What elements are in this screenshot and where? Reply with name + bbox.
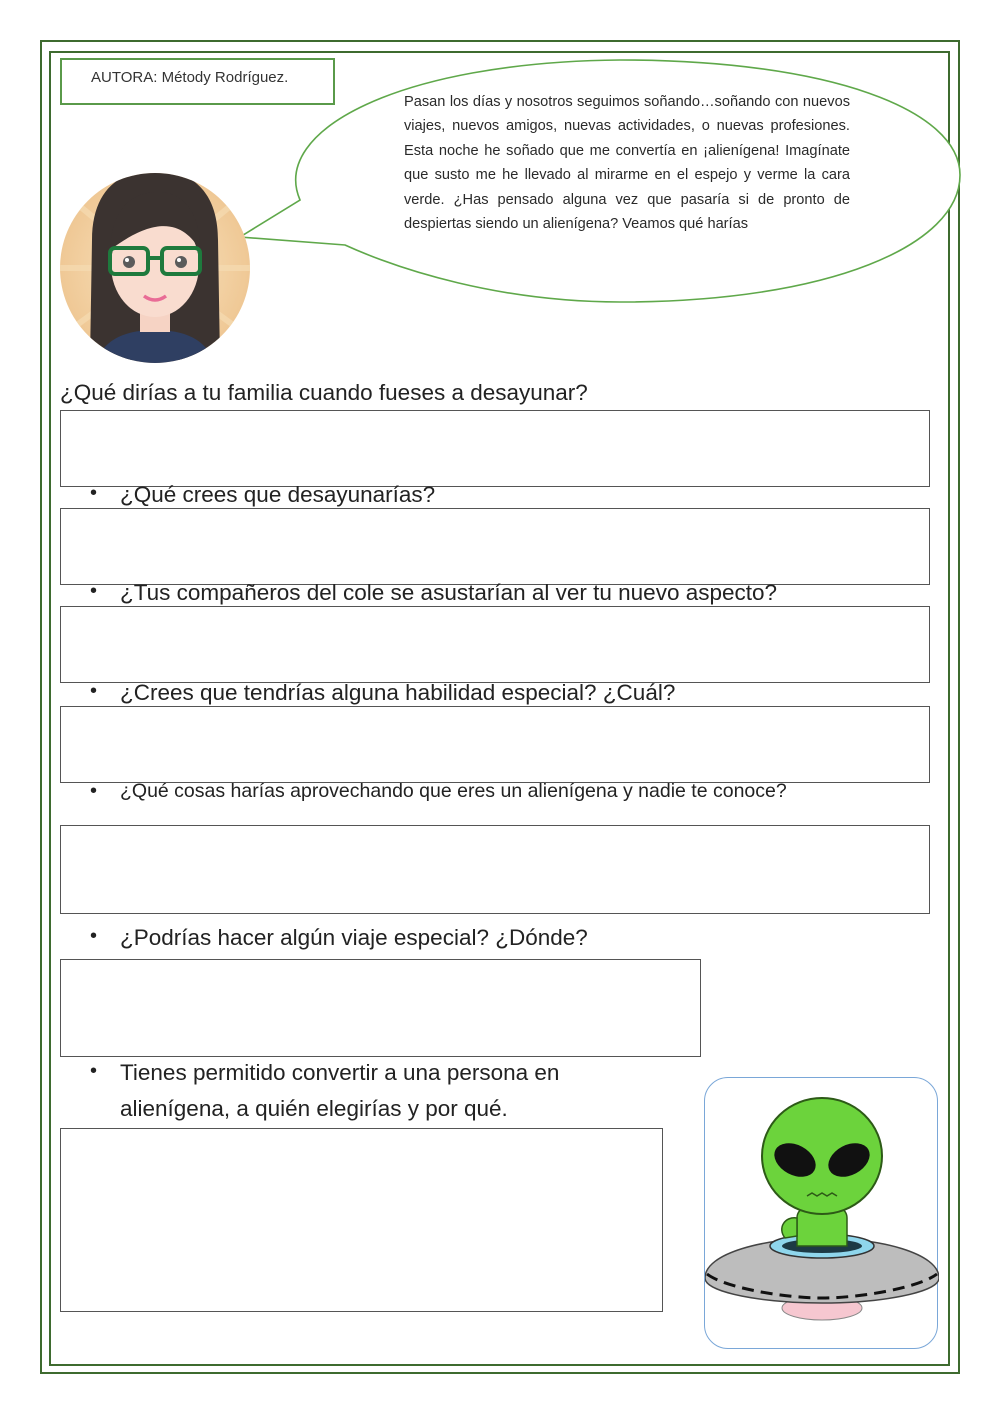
answer-box-3[interactable] bbox=[60, 606, 930, 683]
question-text: ¿Tus compañeros del cole se asustarían al ver tu nuevo aspecto? bbox=[120, 580, 778, 605]
bullet-icon: • bbox=[90, 580, 98, 602]
avatar bbox=[60, 170, 250, 368]
question-text: ¿Qué crees que desayunarías? bbox=[120, 482, 436, 507]
answer-box-7[interactable] bbox=[60, 1128, 663, 1312]
bullet-icon: • bbox=[90, 482, 98, 504]
bullet-icon: • bbox=[90, 680, 98, 702]
answer-box-4[interactable] bbox=[60, 706, 930, 783]
question-text: ¿Crees que tendrías alguna habilidad especial? ¿Cuál? bbox=[120, 680, 676, 705]
alien-illustration-card bbox=[704, 1077, 938, 1349]
answer-box-2[interactable] bbox=[60, 508, 930, 585]
bullet-icon: • bbox=[90, 780, 98, 802]
answer-box-1[interactable] bbox=[60, 410, 930, 487]
question-text: ¿Podrías hacer algún viaje especial? ¿Dónde? bbox=[120, 925, 588, 950]
bullet-icon: • bbox=[90, 925, 98, 947]
question-family-breakfast: ¿Qué dirías a tu familia cuando fueses a desayunar? bbox=[60, 380, 588, 405]
question-text-line2: alienígena, a quién elegirías y por qué. bbox=[120, 1096, 508, 1121]
answer-box-5[interactable] bbox=[60, 825, 930, 914]
bullet-icon: • bbox=[90, 1060, 98, 1082]
answer-box-6[interactable] bbox=[60, 959, 701, 1057]
author-label: AUTORA: Métody Rodríguez. bbox=[60, 58, 335, 105]
question-text-line1: Tienes permitido convertir a una persona en bbox=[120, 1060, 560, 1085]
question-text: ¿Qué cosas harías aprovechando que eres un alienígena y nadie te conoce? bbox=[120, 780, 787, 802]
alien-in-ufo-icon bbox=[705, 1078, 939, 1350]
intro-text: Pasan los días y nosotros seguimos soñando…soñando con nuevos viajes, nuevos amigos, nuevas actividades, o nuevas profesiones. Esta noche he soñado que me convertía en ¡alienígena! Imagínate que susto me he llevado al mirarme en el espejo y verme la cara verde. ¿Has pensado alguna vez que pasaría si de pronto de despiertas siendo un alienígena? Veamos qué harías bbox=[404, 94, 850, 233]
